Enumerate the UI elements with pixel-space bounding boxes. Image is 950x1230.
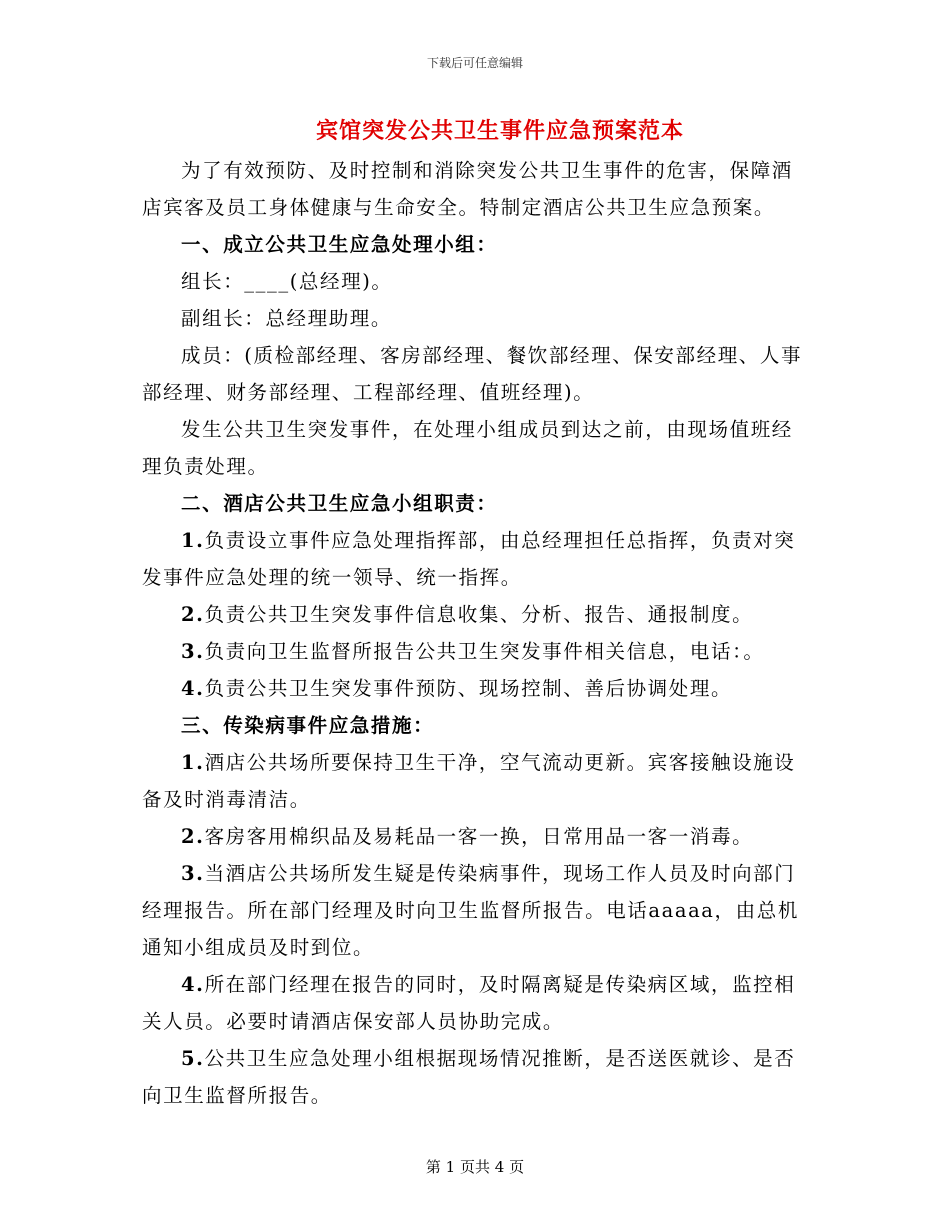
item-text: 负责公共卫生突发事件信息收集、分析、报告、通报制度。 (204, 603, 754, 626)
item-number: 2. (181, 603, 205, 626)
deputy-line: 副组长：总经理助理。 (181, 307, 393, 330)
document-title: 宾馆突发公共卫生事件应急预案范本 (315, 118, 684, 144)
duty-item (142, 596, 810, 633)
measure-item (142, 966, 810, 1040)
item-number: 1. (181, 751, 205, 774)
item-text: 负责设立事件应急处理指挥部，由总经理担任总指挥，负责对突发事件应急处理的统一领导、统一指挥。 (142, 529, 796, 589)
item-text: 公共卫生应急处理小组根据现场情况推断，是否送医就诊、是否向卫生监督所报告。 (142, 1047, 796, 1107)
section-heading-1: 一、成立公共卫生应急处理小组： (181, 233, 498, 256)
item-text: 负责向卫生监督所报告公共卫生突发事件相关信息，电话：。 (204, 640, 765, 663)
measure-item (142, 855, 810, 966)
item-number: 3. (181, 640, 205, 663)
document-body (142, 152, 810, 1114)
duty-item (142, 670, 810, 707)
section-heading-3: 三、传染病事件应急措施： (181, 714, 435, 737)
item-text: 当酒店公共场所发生疑是传染病事件，现场工作人员及时向部门经理报告。所在部门经理及时向卫生监督所报告。电话aaaaa，由总机通知小组成员及时到位。 (142, 862, 799, 959)
header-note: 下载后可任意编辑 (426, 56, 523, 70)
intro-paragraph: 为了有效预防、及时控制和消除突发公共卫生事件的危害，保障酒店宾客及员工身体健康与生命安全。特制定酒店公共卫生应急预案。 (142, 159, 793, 219)
duty-item (142, 522, 810, 596)
item-number: 4. (181, 973, 205, 996)
leader-line: 组长：____(总经理)。 (181, 270, 393, 293)
item-number: 1. (181, 529, 205, 552)
item-number: 5. (181, 1047, 205, 1070)
onsite-paragraph: 发生公共卫生突发事件，在处理小组成员到达之前，由现场值班经理负责处理。 (142, 418, 793, 478)
item-text: 负责公共卫生突发事件预防、现场控制、善后协调处理。 (204, 677, 733, 700)
item-number: 4. (181, 677, 205, 700)
section-heading-2: 二、酒店公共卫生应急小组职责： (181, 492, 498, 515)
item-number: 2. (181, 825, 205, 848)
measure-item (142, 1040, 810, 1114)
measure-item (142, 744, 810, 818)
duty-item (142, 633, 810, 670)
item-text: 酒店公共场所要保持卫生干净，空气流动更新。宾客接触设施设备及时消毒清洁。 (142, 751, 796, 811)
item-number: 3. (181, 862, 205, 885)
members-paragraph: 成员：(质检部经理、客房部经理、餐饮部经理、保安部经理、人事部经理、财务部经理、工程部经理、值班经理)。 (142, 344, 803, 404)
page-footer: 第 1 页共 4 页 (425, 1158, 525, 1176)
item-text: 客房客用棉织品及易耗品一客一换，日常用品一客一消毒。 (204, 825, 754, 848)
measure-item (142, 818, 810, 855)
item-text: 所在部门经理在报告的同时，及时隔离疑是传染病区域，监控相关人员。必要时请酒店保安部人员协助完成。 (142, 973, 796, 1033)
